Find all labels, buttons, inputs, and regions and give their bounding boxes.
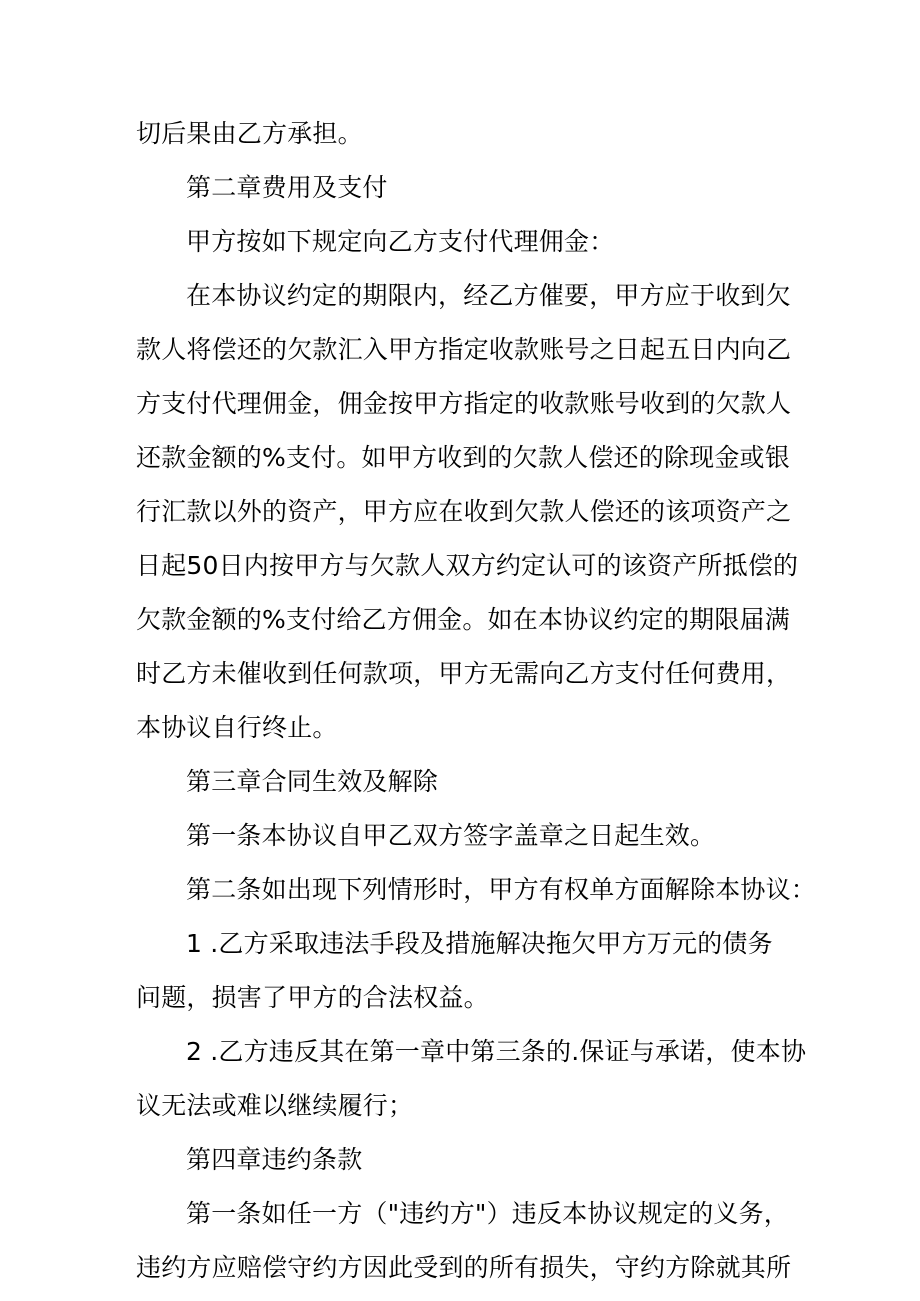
chapter-heading: 第三章合同生效及解除 (186, 767, 439, 796)
document-body (136, 111, 817, 1291)
text-line: 切后果由乙方承担。 (136, 119, 363, 148)
text-line: 违约方应赔偿守约方因此受到的所有损失，守约方除就其所 (136, 1253, 792, 1282)
text-line: 问题，损害了甲方的合法权益。 (136, 983, 489, 1012)
chapter-heading: 第二章费用及支付 (186, 173, 388, 202)
paragraph-start: 在本协议约定的期限内，经乙方催要，甲方应于收到欠 (186, 281, 791, 310)
text-line: 议无法或难以继续履行； (136, 1091, 414, 1120)
text-line: 款人将偿还的欠款汇入甲方指定收款账号之日起五日内向乙 (136, 335, 792, 364)
list-item: 1 .乙方采取违法手段及措施解决拖欠甲方万元的债务 (186, 929, 773, 958)
text-line: 行汇款以外的资产，甲方应在收到欠款人偿还的该项资产之 (136, 497, 792, 526)
article-line: 第一条如任一方（"违约方"）违反本协议规定的义务， (186, 1199, 790, 1228)
text-line: 欠款金额的%支付给乙方佣金。如在本协议约定的期限届满 (136, 605, 790, 634)
text-line: 还款金额的%支付。如甲方收到的欠款人偿还的除现金或银 (136, 443, 790, 472)
text-line: 时乙方未催收到任何款项，甲方无需向乙方支付任何费用， (136, 659, 792, 688)
text-line: 本协议自行终止。 (136, 713, 338, 742)
list-item: 2 .乙方违反其在第一章中第三条的.保证与承诺，使本协 (186, 1037, 807, 1066)
text-line: 甲方按如下规定向乙方支付代理佣金： (186, 227, 615, 256)
article-line: 第一条本协议自甲乙双方签字盖章之日起生效。 (186, 821, 716, 850)
article-line: 第二条如出现下列情形时，甲方有权单方面解除本协议： (186, 875, 817, 904)
chapter-heading: 第四章违约条款 (186, 1145, 363, 1174)
text-line: 日起50日内按甲方与欠款人双方约定认可的该资产所抵偿的 (136, 551, 799, 580)
text-line: 方支付代理佣金，佣金按甲方指定的收款账号收到的欠款人 (136, 389, 792, 418)
